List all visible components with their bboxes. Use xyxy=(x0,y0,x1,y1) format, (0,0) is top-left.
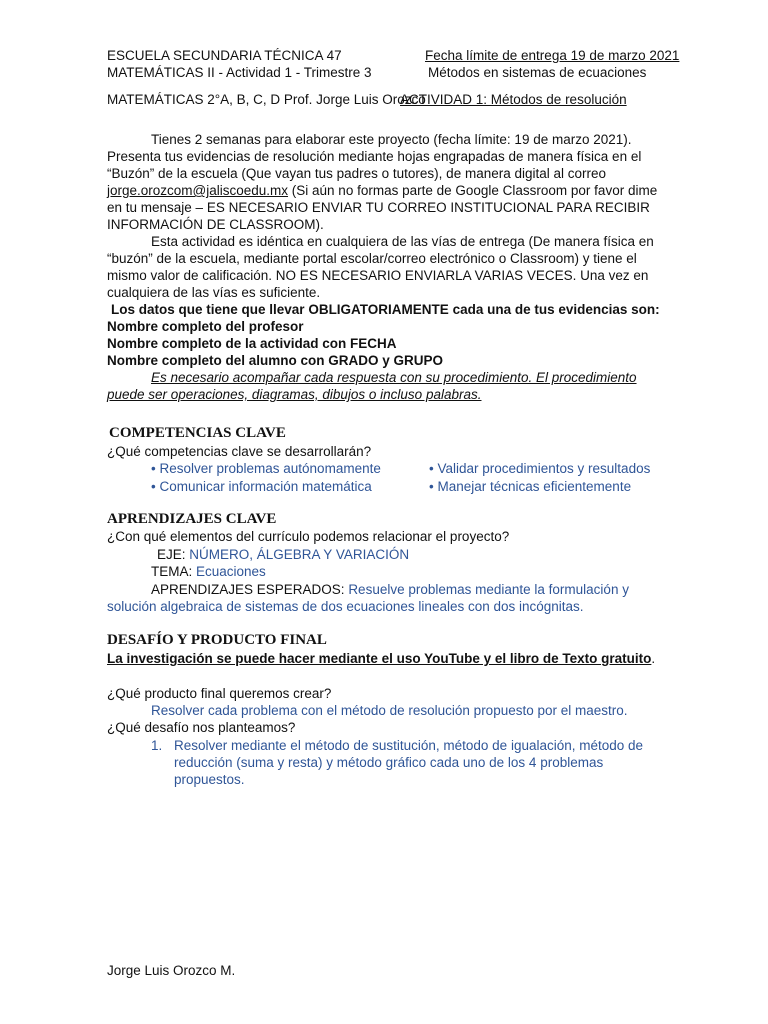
product-answer: Resolver cada problema con el método de resolución propuesto por el maestro. xyxy=(151,703,628,718)
groups-line: MATEMÁTICAS 2°A, B, C, D Prof. Jorge Luis Orozco xyxy=(107,92,426,107)
product-question: ¿Qué producto final queremos crear? xyxy=(107,686,332,701)
challenge-question: ¿Qué desafío nos planteamos? xyxy=(107,720,296,735)
required-item-2: Nombre completo de la actividad con FECHA xyxy=(107,336,397,351)
topic-line: Métodos en sistemas de ecuaciones xyxy=(428,65,647,80)
intro-paragraph-2: Esta actividad es idéntica en cualquiera de las vías de entrega (De manera física en “buzón” de la escuela, mediante portal escolar/correo electrónico o Classroom) y tiene el mismo valor de calificación. NO ES NECESARIO ENVIARLA VARIAS VECES. Una vez en cualquiera de las vías es suficiente. xyxy=(107,234,654,300)
competencia-item: • Manejar técnicas eficientemente xyxy=(429,479,632,494)
competencias-title: COMPETENCIAS CLAVE xyxy=(109,425,286,441)
competencia-item: • Resolver problemas autónomamente xyxy=(151,461,381,476)
school-name: ESCUELA SECUNDARIA TÉCNICA 47 xyxy=(107,48,342,63)
investigation-line: La investigación se puede hacer mediante el uso YouTube y el libro de Texto gratuito. xyxy=(107,651,656,666)
procedure-note: Es necesario acompañar cada respuesta con su procedimiento. El procedimiento puede ser operaciones, diagramas, dibujos o incluso palabras. xyxy=(107,370,637,402)
aprendizajes-question: ¿Con qué elementos del currículo podemos relacionar el proyecto? xyxy=(107,529,510,544)
required-item-1: Nombre completo del profesor xyxy=(107,319,304,334)
desafio-title: DESAFÍO Y PRODUCTO FINAL xyxy=(107,632,327,648)
intro-paragraph-1: Tienes 2 semanas para elaborar este proyecto (fecha límite: 19 de marzo 2021). Presenta tus evidencias de resolución mediante hojas engrapadas de manera física en el “Buzón” de la escuela (Que vayan tus padres o tutores), de manera digital al correo jorge.orozcom@jaliscoedu.mx (Si aún no formas parte de Google Classroom por favor dime en tu mensaje – ES NECESARIO ENVIAR TU CORREO INSTITUCIONAL PARA RECIBIR INFORMACIÓN DE CLASSROOM). xyxy=(107,132,658,232)
intro-section xyxy=(107,131,667,403)
competencias-question: ¿Qué competencias clave se desarrollarán? xyxy=(107,444,372,459)
challenge-item: Resolver mediante el método de sustitución, método de igualación, método de reducción (suma y resta) y método gráfico cada uno de los 4 problemas propuestos. xyxy=(174,738,644,787)
required-item-3: Nombre completo del alumno con GRADO y GRUPO xyxy=(107,353,444,368)
footer-author: Jorge Luis Orozco M. xyxy=(107,963,236,978)
tema-line: TEMA: Ecuaciones xyxy=(151,564,266,579)
activity-title: ACTIVIDAD 1: Métodos de resolución xyxy=(400,92,627,107)
required-data-heading: Los datos que tiene que llevar OBLIGATORIAMENTE cada una de tus evidencias son: xyxy=(111,302,660,317)
course-line: MATEMÁTICAS II - Actividad 1 - Trimestre 3 xyxy=(107,65,372,80)
competencia-item: • Comunicar información matemática xyxy=(151,479,372,494)
list-number: 1. xyxy=(151,738,163,753)
competencia-item: • Validar procedimientos y resultados xyxy=(429,461,651,476)
email-link[interactable]: jorge.orozcom@jaliscoedu.mx xyxy=(107,183,289,198)
aprendizajes-title: APRENDIZAJES CLAVE xyxy=(107,511,277,527)
esperados-block: APRENDIZAJES ESPERADOS: Resuelve problemas mediante la formulación y solución algebraica de sistemas de dos ecuaciones lineales con dos incógnitas. xyxy=(107,582,629,614)
eje-line: EJE: NÚMERO, ÁLGEBRA Y VARIACIÓN xyxy=(157,547,410,562)
deadline-text: Fecha límite de entrega 19 de marzo 2021 xyxy=(425,48,680,63)
